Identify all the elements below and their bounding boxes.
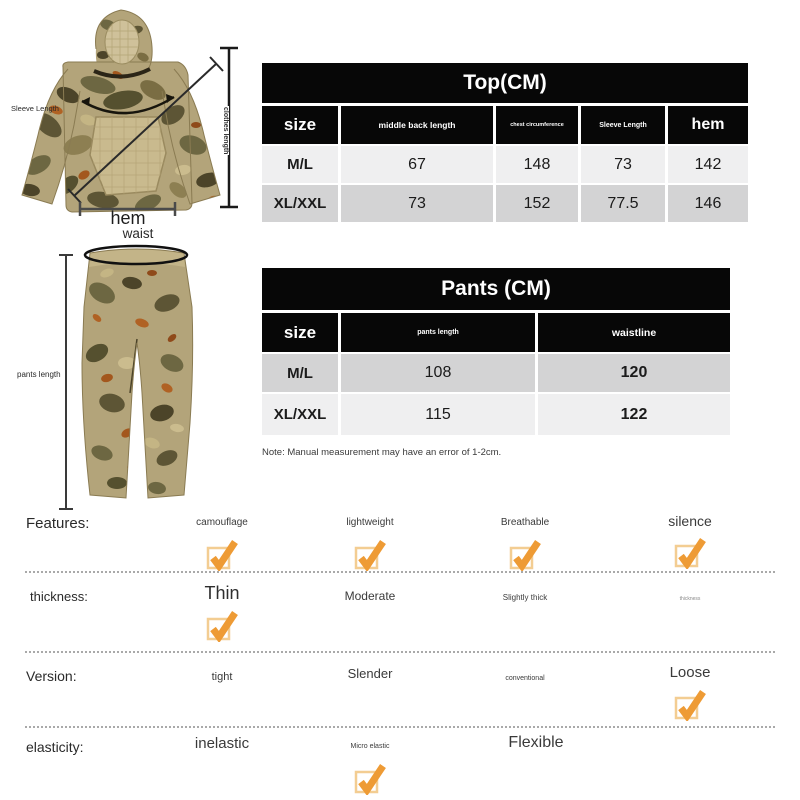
value-cell: 73	[581, 146, 665, 183]
checkmark-icon	[509, 537, 541, 571]
value-cell: 77.5	[581, 185, 665, 222]
pants-length-line	[59, 255, 73, 509]
thickness-row-label: thickness:	[30, 588, 88, 604]
sleeve-length-line	[68, 57, 223, 203]
value-cell: 142	[668, 146, 748, 183]
col-header-size: size	[262, 106, 338, 144]
col-header-chest-circumference: chest circumference	[496, 106, 578, 144]
value-cell: 120	[538, 354, 730, 392]
feature-option-camouflage: camouflage	[147, 513, 297, 571]
table-row	[262, 146, 748, 183]
features-row-label: Features:	[26, 514, 90, 532]
col-header-waistline: waistline	[538, 313, 730, 352]
feature-option-lightweight: lightweight	[295, 513, 445, 571]
value-cell: 122	[538, 394, 730, 435]
version-row-label: Version:	[26, 668, 77, 684]
thickness-option-moderate: Moderate	[344, 588, 396, 603]
version-option-conventional: conventional	[505, 674, 545, 682]
feature-option-breathable: Breathable	[450, 513, 600, 571]
thickness-option-slightly-thick: Slightly thick	[502, 593, 548, 603]
pants-size-table	[262, 268, 730, 437]
size-cell: M/L	[262, 146, 338, 183]
col-header-middle-back-length: middle back length	[341, 106, 493, 144]
version-option-slender: Slender	[347, 666, 393, 682]
col-header-sleeve-length: Sleeve Length	[581, 106, 665, 144]
waist-label: waist	[122, 226, 154, 241]
sleeve-length-label: Sleeve Length	[11, 104, 59, 113]
pants-table-title: Pants (CM)	[262, 268, 730, 310]
checkmark-icon	[674, 687, 706, 721]
value-cell: 115	[341, 394, 535, 435]
col-header-hem: hem	[668, 106, 748, 144]
value-cell: 73	[341, 185, 493, 222]
measurement-note: Note: Manual measurement may have an error of 1-2cm.	[262, 447, 502, 458]
clothes-length-label: clothes length	[222, 107, 229, 155]
feature-option-silence: silence	[615, 511, 765, 569]
col-header-size: size	[262, 313, 338, 352]
thickness-option-thin: Thin	[147, 584, 297, 642]
pants-table-header-row	[262, 313, 730, 352]
version-option-loose: Loose	[615, 663, 765, 721]
size-cell: XL/XXL	[262, 185, 338, 222]
measurement-lines	[0, 0, 260, 520]
top-table-title: Top(CM)	[262, 63, 748, 103]
elasticity-row-label: elasticity:	[26, 739, 84, 755]
divider	[25, 651, 775, 653]
divider	[25, 726, 775, 728]
table-row	[262, 185, 748, 222]
checkmark-icon	[206, 608, 238, 642]
size-cell: XL/XXL	[262, 394, 338, 435]
top-size-table	[262, 63, 748, 224]
version-option-tight: tight	[211, 671, 233, 684]
elasticity-option-micro-elastic: Micro elastic	[295, 737, 445, 795]
pants-length-label: pants length	[17, 370, 61, 379]
checkmark-icon	[354, 537, 386, 571]
checkmark-icon	[206, 537, 238, 571]
table-row	[262, 394, 730, 435]
elasticity-option-inelastic: inelastic	[194, 735, 250, 752]
checkmark-icon	[674, 535, 706, 569]
thickness-option-thickness: thickness	[679, 596, 701, 602]
value-cell: 152	[496, 185, 578, 222]
elasticity-option-flexible: Flexible	[508, 734, 564, 752]
value-cell: 146	[668, 185, 748, 222]
hem-label: hem	[110, 208, 146, 228]
top-table-header-row	[262, 106, 748, 144]
divider	[25, 571, 775, 573]
checkmark-icon	[354, 761, 386, 795]
col-header-pants-length: pants length	[341, 313, 535, 352]
table-row	[262, 354, 730, 392]
value-cell: 108	[341, 354, 535, 392]
size-cell: M/L	[262, 354, 338, 392]
value-cell: 67	[341, 146, 493, 183]
value-cell: 148	[496, 146, 578, 183]
